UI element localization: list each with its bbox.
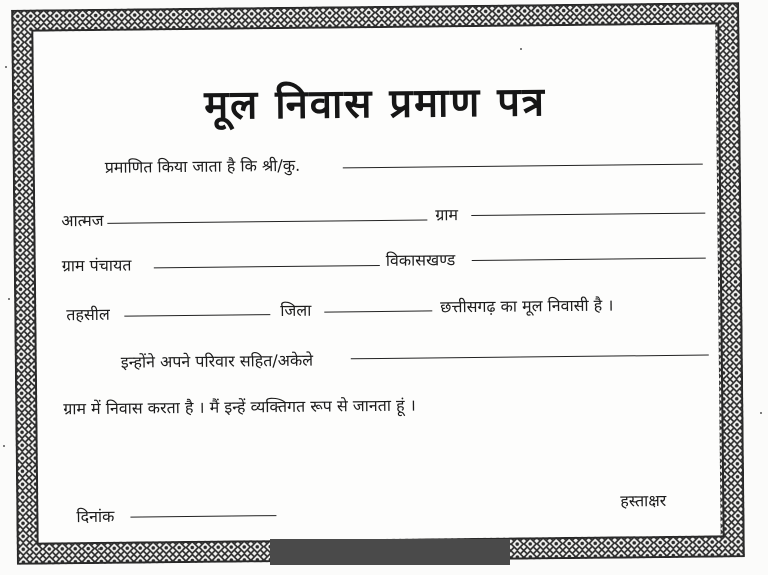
scan-speck — [520, 48, 522, 50]
signature-label: हस्ताक्षर — [620, 490, 667, 511]
scan-speck — [98, 548, 100, 550]
development-block-blank-line — [472, 258, 706, 261]
district-label: जिला — [280, 300, 312, 321]
district-blank-line — [324, 310, 432, 312]
name-blank-line — [343, 164, 703, 169]
date-blank-line — [130, 515, 276, 518]
family-text: इन्होंने अपने परिवार सहित/अकेले — [120, 350, 314, 372]
scan-speck — [3, 445, 5, 447]
tehsil-label: तहसील — [66, 304, 110, 325]
scan-speck — [5, 66, 7, 68]
tehsil-blank-line — [124, 314, 270, 317]
certificate-title: मूल निवास प्रमाण पत्र — [203, 79, 547, 129]
development-block-label: विकासखण्ड — [385, 250, 456, 270]
scan-speck — [760, 412, 762, 414]
gram-panchayat-blank-line — [154, 265, 380, 268]
child-of-label: आत्मज — [61, 210, 104, 231]
village-blank-line — [471, 213, 705, 216]
certificate-frame — [11, 2, 745, 565]
family-blank-line — [351, 355, 709, 360]
gram-panchayat-label: ग्राम पंचायत — [61, 255, 132, 276]
scan-speck — [8, 298, 10, 300]
redaction-block — [270, 539, 510, 565]
date-label: दिनांक — [76, 506, 115, 527]
certificate-body — [33, 24, 720, 542]
certify-text: प्रमाणित किया जाता है कि श्री/कु. — [104, 155, 301, 177]
residence-text: ग्राम में निवास करता है । मैं इन्हें व्यक्तिगत रूप से जानता हूं । — [63, 395, 416, 419]
father-name-blank-line — [107, 219, 427, 223]
village-label: ग्राम — [435, 205, 459, 225]
native-text: छत्तीसगढ़ का मूल निवासी है । — [440, 295, 614, 317]
